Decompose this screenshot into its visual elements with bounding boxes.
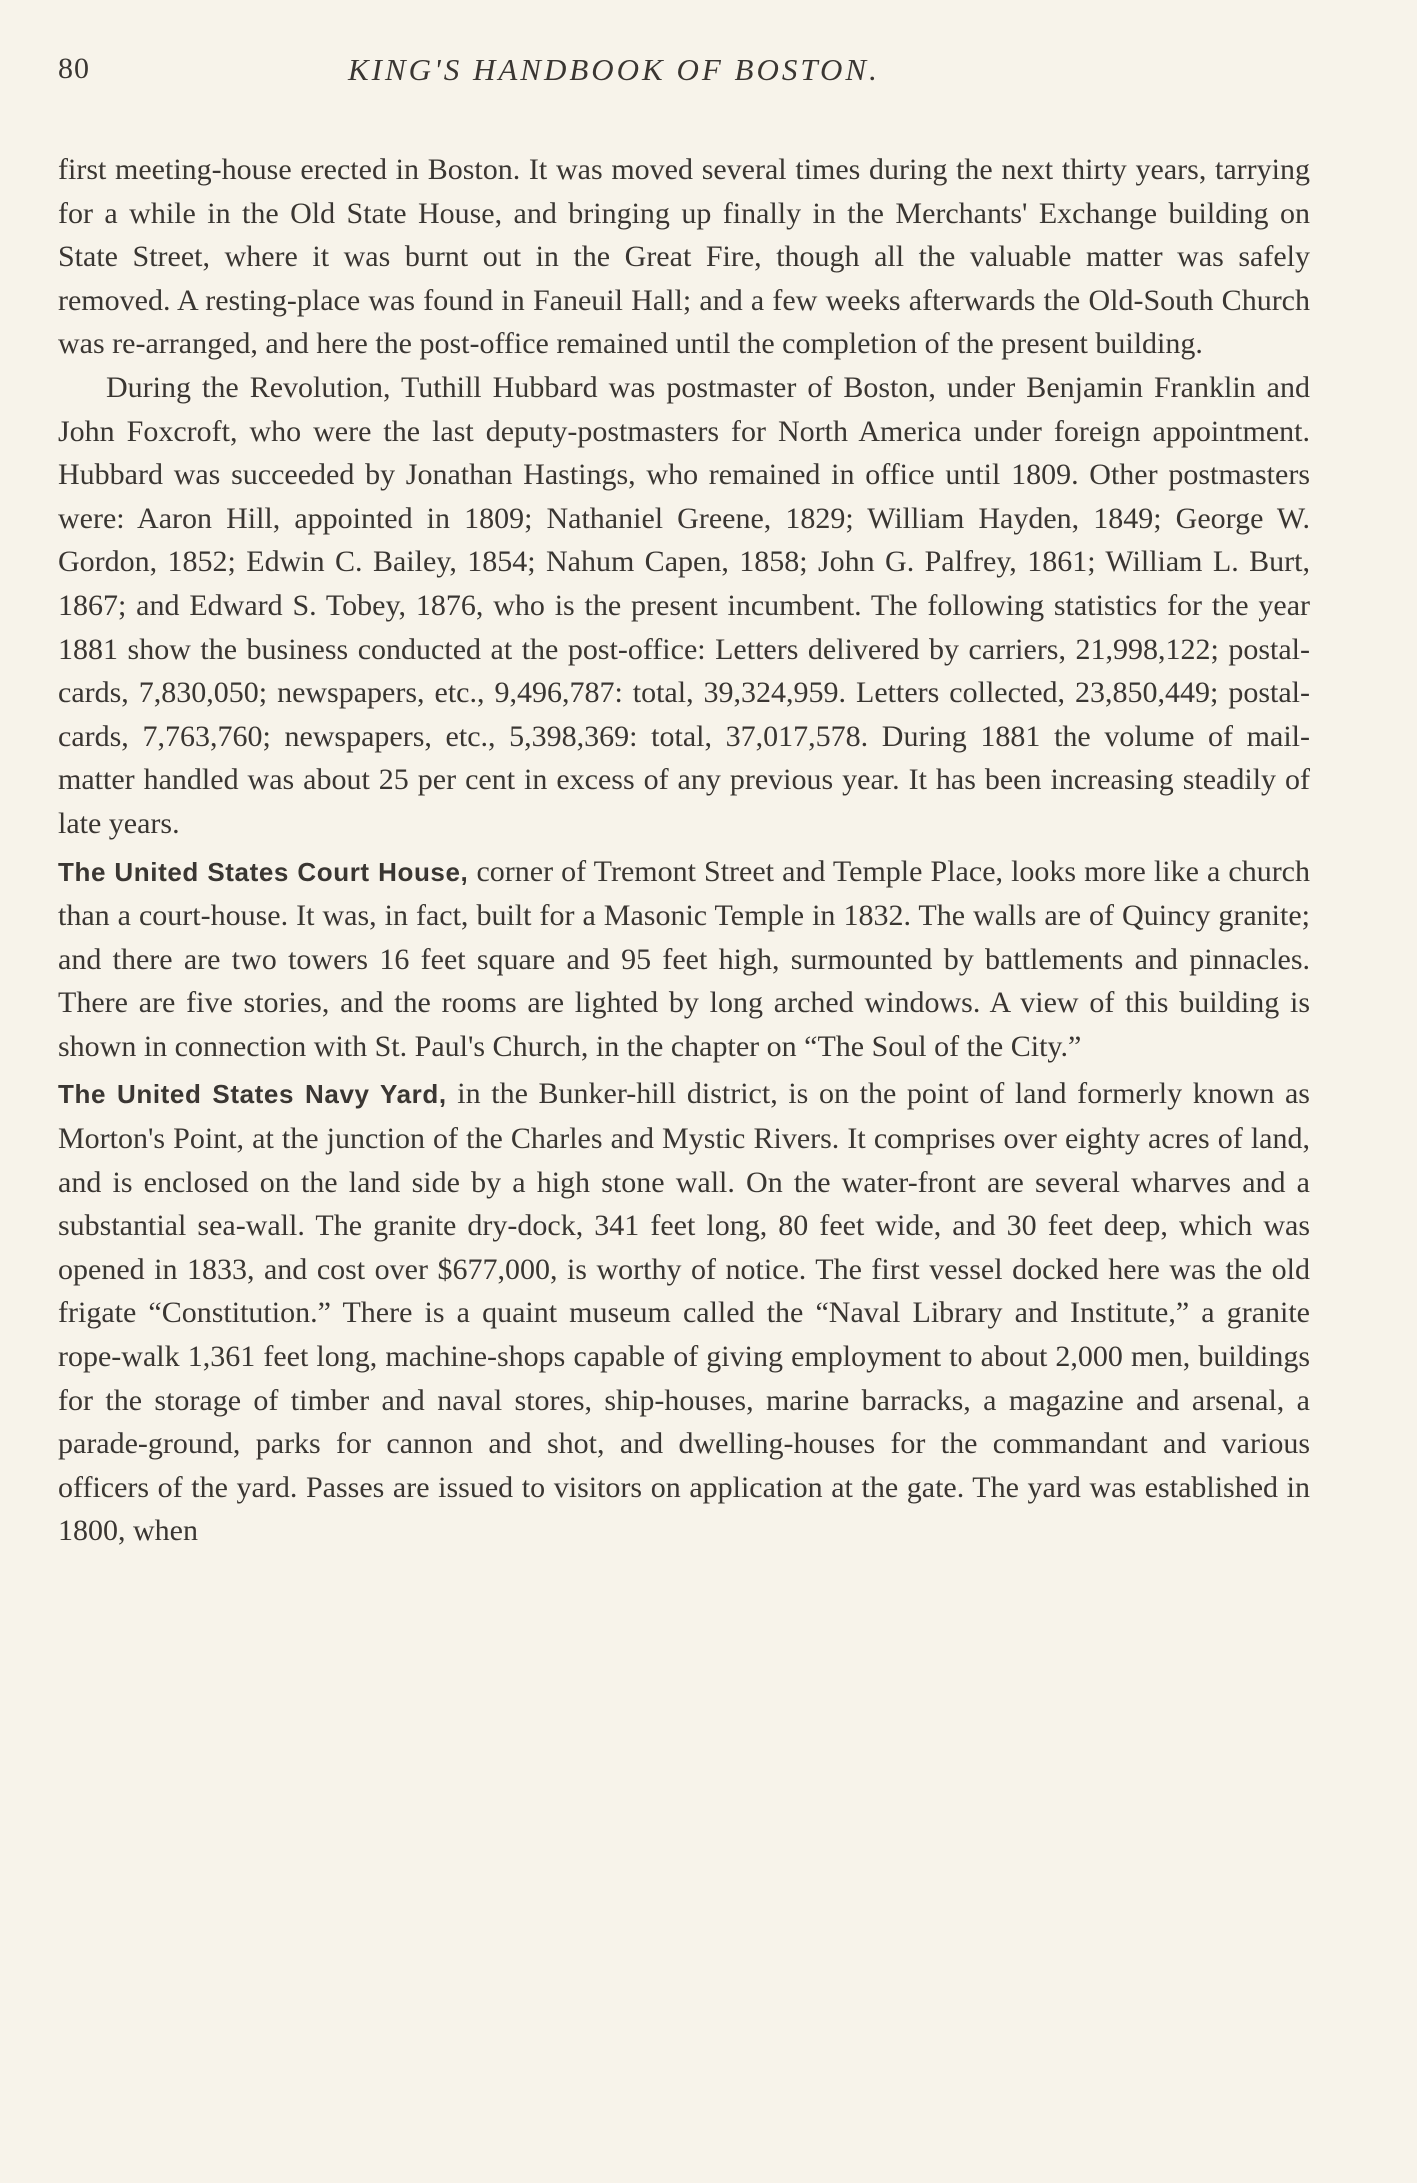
entry-court-house	[58, 850, 1310, 1069]
entry-navy-yard	[58, 1072, 1310, 1553]
page-number: 80	[58, 52, 90, 85]
running-title: KING'S HANDBOOK OF BOSTON.	[348, 52, 880, 87]
paragraph-postmasters	[58, 366, 1310, 846]
book-page	[58, 52, 1310, 1553]
entry-heading: The United States Court House,	[58, 856, 469, 887]
paragraph-text: first meeting-house erected in Boston. It was moved several times during the next thirty years, tarrying for a while in the Old State House, and bringing up finally in the Merchants' Exchange building on State Street, where it was burnt out in the Great Fire, though all the valuable matter was safely removed. A resting-place was found in Faneuil Hall; and a few weeks afterwards the Old-South Church was re-arranged, and here the post-office remained until the completion of the present building.	[58, 153, 1310, 361]
entry-heading: The United States Navy Yard,	[58, 1079, 447, 1110]
entry-text: in the Bunker-hill district, is on the point of land formerly known as Morton's Point, at the junction of the Charles and Mystic Rivers. It comprises over eighty acres of land, and is enclosed on the land side by a high stone wall. On the water-front are several wharves and a substantial sea-wall. The granite dry-dock, 341 feet long, 80 feet wide, and 30 feet deep, which was opened in 1833, and cost over $677,000, is worthy of notice. The first vessel docked here was the old frigate “Constitution.” There is a quaint museum called the “Naval Library and Institute,” a granite rope-walk 1,361 feet long, machine-shops capable of giving employment to about 2,000 men, buildings for the storage of timber and naval stores, ship-houses, marine barracks, a magazine and arsenal, a parade-ground, parks for cannon and shot, and dwelling-houses for the commandant and various officers of the yard. Passes are issued to visitors on application at the gate. The yard was established in 1800, when	[58, 1077, 1310, 1548]
running-head	[58, 52, 1310, 112]
body-text	[58, 148, 1310, 1553]
entry-text: corner of Tremont Street and Temple Place, looks more like a church than a court-house. It was, in fact, built for a Masonic Temple in 1832. The walls are of Quincy granite; and there are two towers 16 feet square and 95 feet high, surmounted by battlements and pinnacles. There are five stories, and the rooms are lighted by long arched windows. A view of this building is shown in connection with St. Paul's Church, in the chapter on “The Soul of the City.”	[58, 854, 1310, 1063]
paragraph-post-office-history	[58, 148, 1310, 366]
paragraph-text: During the Revolution, Tuthill Hubbard was postmaster of Boston, under Benjamin Franklin and John Foxcroft, who were the last deputy-postmasters for North America under foreign appointment. Hubbard was succeeded by Jonathan Hastings, who remained in office until 1809. Other postmasters were: Aaron Hill, appointed in 1809; Nathaniel Greene, 1829; William Hayden, 1849; George W. Gordon, 1852; Edwin C. Bailey, 1854; Nahum Capen, 1858; John G. Palfrey, 1861; William L. Burt, 1867; and Edward S. Tobey, 1876, who is the present incumbent. The following statistics for the year 1881 show the business conducted at the post-office: Letters delivered by carriers, 21,998,122; postal-cards, 7,830,050; newspapers, etc., 9,496,787: total, 39,324,959. Letters collected, 23,850,449; postal-cards, 7,763,760; newspapers, etc., 5,398,369: total, 37,017,578. During 1881 the volume of mail-matter handled was about 25 per cent in excess of any previous year. It has been increasing steadily of late years.	[58, 370, 1310, 840]
